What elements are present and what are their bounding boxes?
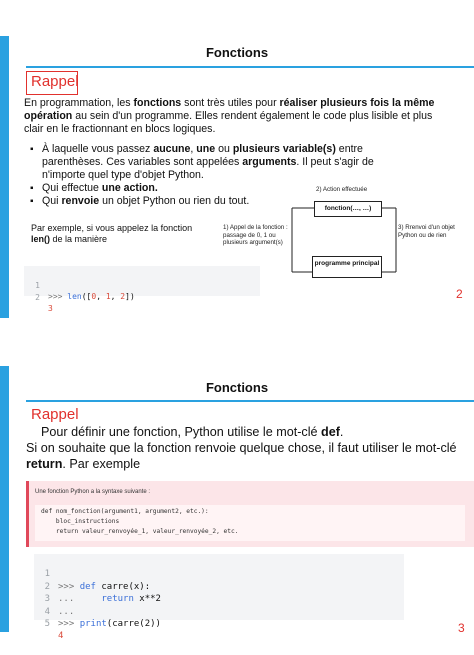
slide-accent-bar — [0, 36, 9, 318]
code-number: 0 — [91, 292, 97, 301]
syntax-callout — [26, 481, 474, 547]
bullet-text: un objet Python ou rien du tout. — [99, 195, 250, 207]
prompt: ... — [58, 594, 102, 605]
line-number: 5 — [44, 619, 50, 629]
definition-line — [26, 440, 461, 472]
code-block-carre — [34, 554, 404, 642]
syntax-line: bloc_instructions — [41, 518, 120, 525]
slide-accent-bar — [0, 366, 9, 632]
slide-3 — [0, 366, 474, 642]
page-number: 2 — [456, 287, 463, 301]
syntax-line: def nom_fonction(argument1, argument2, etc.): — [41, 508, 209, 515]
line-number: 1 — [35, 281, 40, 290]
syntax-caption: Une fonction Python a la syntaxe suivante : — [35, 489, 151, 495]
diagram-return-label: 3) Rrenvoi d'un objet Python ou de rien — [398, 224, 455, 239]
intro-paragraph — [24, 97, 454, 136]
prompt: >>> — [58, 581, 80, 592]
code-text: (carre(2)) — [106, 619, 161, 629]
diagram-action-label: 2) Action effectuée — [316, 186, 368, 193]
code-output: 3 — [48, 304, 53, 313]
title-divider — [26, 400, 474, 402]
code-line — [34, 606, 67, 642]
code-text: x**2 — [133, 594, 161, 605]
definition-line — [41, 424, 461, 440]
line-number: 2 — [35, 293, 40, 302]
code-number: 2 — [120, 292, 126, 301]
intro-bold: fonctions — [133, 97, 182, 109]
slide-gap — [0, 318, 474, 366]
example-bold: len() — [31, 234, 50, 244]
bullet-bold: arguments — [242, 156, 297, 168]
page-number: 3 — [458, 621, 465, 635]
line-number: 3 — [44, 594, 50, 605]
code-punct: ([ — [81, 292, 92, 301]
intro-text: En programmation, les — [24, 97, 134, 109]
rappel-heading: Rappel — [31, 73, 79, 90]
line-number: 4 — [44, 606, 50, 617]
code-keyword: def — [79, 581, 96, 592]
syntax-code-block — [35, 505, 465, 541]
definition-keyword: def — [321, 425, 340, 439]
syntax-line: return valeur_renvoyée_1, valeur_renvoyée_2, etc. — [41, 528, 239, 535]
diagram-fonction-box: fonction(…, …) — [314, 201, 382, 217]
code-output: 4 — [58, 631, 64, 642]
bullet-bold: une action. — [101, 182, 158, 194]
code-line — [24, 281, 53, 313]
title-divider — [26, 66, 474, 68]
example-part: de la manière — [50, 234, 108, 244]
code-keyword: return — [101, 594, 134, 605]
prompt: >>> — [48, 292, 68, 301]
definition-text: Pour définir une fonction, Python utilise le mot-clé — [41, 425, 322, 439]
line-number: 2 — [44, 581, 50, 592]
rappel-heading: Rappel — [31, 406, 79, 423]
definition-text: . — [339, 425, 344, 439]
bullet-bold: plusieurs variable(s) — [232, 143, 336, 155]
bullet-bold: aucune — [153, 143, 191, 155]
bullet-item — [30, 143, 410, 182]
bullet-text: À laquelle vous passez — [42, 143, 154, 155]
slide-title: Fonctions — [205, 380, 269, 395]
code-keyword: print — [79, 619, 107, 629]
diagram-main-program-box: programme principal — [312, 256, 382, 278]
intro-text: au sein d'un programme. Elles rendent également le code plus lisible et plus clair en le fractionnant en blocs logiques. — [24, 110, 433, 135]
diagram-call-label: 1) Appel de la fonction : passage de 0, 1 ou plusieurs argument(s) — [223, 224, 288, 246]
example-text — [31, 223, 201, 245]
code-punct: , — [96, 292, 106, 301]
code-punct: ]) — [125, 292, 135, 301]
definition-text: . Par exemple — [62, 457, 141, 471]
bullet-text: , — [190, 143, 197, 155]
bullet-text: Qui effectue — [42, 182, 102, 194]
intro-text: sont très utiles pour — [181, 97, 280, 109]
slide-2 — [0, 0, 474, 318]
bullet-bold: une — [196, 143, 216, 155]
intro-bold: réaliser plusieurs fois la même opération — [24, 97, 435, 122]
function-diagram — [218, 184, 474, 284]
code-line — [34, 581, 75, 617]
definition-keyword: return — [26, 457, 63, 471]
slide-title: Fonctions — [205, 45, 269, 60]
code-line — [34, 556, 151, 592]
code-text: carre(x): — [95, 581, 151, 592]
code-line — [24, 269, 135, 301]
prompt: ... — [58, 606, 75, 617]
prompt: >>> — [58, 619, 80, 629]
code-punct: , — [110, 292, 121, 301]
bullet-text: . Il peut s'agir de n'importe quel type d'objet Python. — [42, 156, 374, 181]
bullet-bold: renvoie — [61, 195, 100, 207]
bullet-text: entre parenthèses. Ces variables sont appelées — [42, 143, 363, 168]
definition-text: Si on souhaite que la fonction renvoie quelque chose, il faut utiliser le mot-clé — [26, 441, 457, 455]
line-number: 1 — [44, 569, 50, 580]
bullet-text: ou — [215, 143, 233, 155]
bullet-text: Qui — [42, 195, 62, 207]
code-number: 1 — [105, 292, 111, 301]
definition-paragraph — [26, 424, 461, 472]
function-name: len — [67, 292, 82, 301]
example-part: Par exemple, si vous appelez la fonction — [31, 223, 193, 233]
